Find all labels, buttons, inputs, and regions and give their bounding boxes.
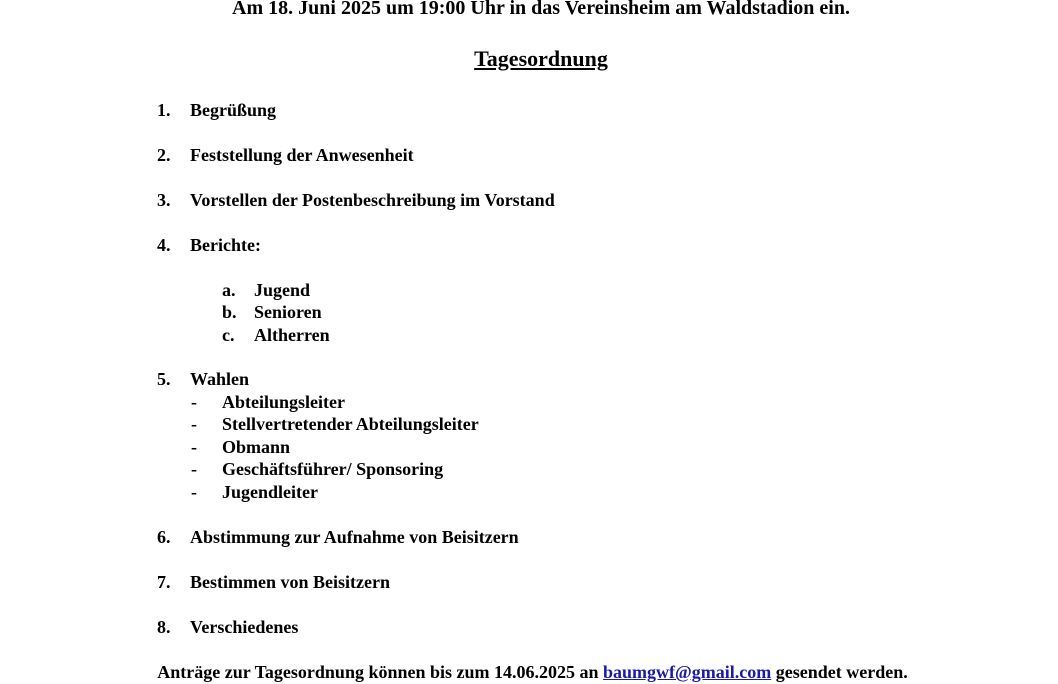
footer-text-after: gesendet werden. — [771, 662, 908, 682]
sub-item-senioren: Senioren — [254, 302, 322, 322]
sub-item-altherren: Altherren — [254, 325, 330, 345]
agenda-item-verschiedenes: Verschiedenes — [190, 617, 299, 637]
page-title: Tagesordnung — [474, 46, 608, 71]
agenda-item-wahlen: Wahlen — [190, 369, 250, 389]
footer-note — [0, 660, 1058, 684]
agenda-number: 2. — [157, 145, 171, 165]
agenda-item-berichte: Berichte: — [190, 235, 261, 255]
agenda-number: 6. — [157, 527, 171, 547]
agenda-item-anwesenheit: Feststellung der Anwesenheit — [190, 145, 414, 165]
footer-text-before: Anträge zur Tagesordnung können bis zum 14.06.2025 an — [157, 662, 604, 682]
agenda-number: 8. — [157, 617, 171, 637]
sub-item-letter: c. — [222, 325, 235, 345]
wahl-stellvertreter: Stellvertretender Abteilungsleiter — [222, 414, 479, 434]
wahl-abteilungsleiter: Abteilungsleiter — [222, 392, 345, 412]
wahl-obmann: Obmann — [222, 437, 291, 457]
wahl-jugendleiter: Jugendleiter — [222, 482, 318, 502]
dash-bullet: - — [191, 459, 197, 479]
agenda-item-begruessung: Begrüßung — [190, 100, 277, 120]
agenda-number: 3. — [157, 190, 171, 210]
wahl-geschaeftsfuehrer: Geschäftsführer/ Sponsoring — [222, 459, 444, 479]
dash-bullet: - — [191, 392, 197, 412]
agenda-number: 7. — [157, 572, 171, 592]
dash-bullet: - — [191, 482, 197, 502]
agenda-item-abstimmung: Abstimmung zur Aufnahme von Beisitzern — [190, 527, 519, 547]
agenda-number: 5. — [157, 369, 171, 389]
intro-text: Am 18. Juni 2025 um 19:00 Uhr in das Vereinsheim am Waldstadion ein. — [232, 0, 850, 19]
agenda-item-postenbeschreibung: Vorstellen der Postenbeschreibung im Vorstand — [190, 190, 555, 210]
agenda-number: 1. — [157, 100, 171, 120]
sub-item-letter: b. — [222, 302, 237, 322]
agenda-number: 4. — [157, 235, 171, 255]
sub-item-jugend: Jugend — [254, 280, 311, 300]
email-link[interactable]: baumgwf@gmail.com — [603, 662, 772, 682]
sub-item-letter: a. — [222, 280, 236, 300]
dash-bullet: - — [191, 414, 197, 434]
agenda-item-beisitzer: Bestimmen von Beisitzern — [190, 572, 390, 592]
dash-bullet: - — [191, 437, 197, 457]
